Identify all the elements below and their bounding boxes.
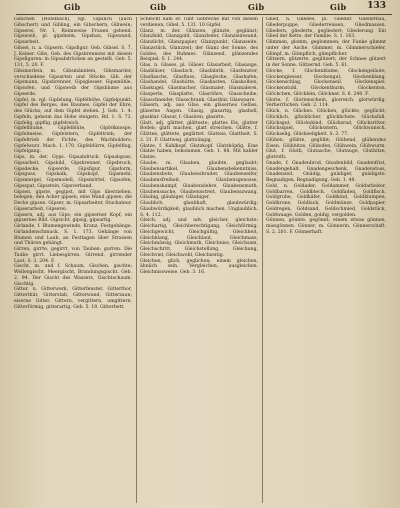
entry-paragraph: Gold, n. Goldader, Goldammer, Goldarbeiter, Goldbarren, Goldblech, Goldfaden, Goldfisch, Goldgrube, Goldkäfer, Goldkind, Goldklumpen, Goldkrone, Goldlack, Goldmünze, Goldpapier, Goldregen, Goldsand, Goldschmied, Goldstück, Goldwaage. Golden, goldig, vergolden. (266, 183, 386, 218)
entry-paragraph: Glocke, f. Glockenblume, Glockengeläute, Glockengiesser, Glockengut, Glockenklang, Glockenschlag, Glockenseil, Glockenspiel, Glockenstuhl, Glockenthurm, Glockenton. Glöckchen, Glöcklein, Glöckner. S. 6. 240. F. (266, 68, 386, 97)
entry-paragraph: Gibsmerlein, m. Gibsmännlein, Gibsmarder, verschiedene Gipsarten und Stücke. Gib. der Gipsmann, Gipsbrenner, Gipsgiesser, Gipsmühle, Gipsofen, und Gipsweib der Gipsblume aus Gipserde. (14, 68, 132, 97)
entry-paragraph: Glied, n. Gliedes, pl. Glieder. Gliederbau, Gliederpuppe, Gliederreissen, Gliedmassen. Gliedern, gliederte, gegliedert; Gliederung. Ein Glied der Kette, der Familie. S. 1. 163. (266, 17, 386, 40)
entry-paragraph: Gitter, n. Gitterwerk, Gitterfenster, Gitterthor, Gitterthür, Gitterstab, Gitterwand, Gitterzaun; eiserne Gitter. Gittern, vergittern, umgittern. Gitterförmig, gitterartig. Geb. 5. 18. Gitterbett. (14, 287, 132, 310)
entry-paragraph: Glatze, f. Kahlkopf, Glatzkopf. Glatzköpfig. Eine Glatze haben, bekommen. Geb. 1. 88. Mit kahler Glatze. (140, 143, 258, 160)
entry-paragraph: Glaublich, glaubhaft, glaubwürdig; Glaubwürdigkeit; glaublich machen. Unglaublich. S. 4. 112. (140, 201, 258, 218)
text-column-1 (14, 17, 132, 505)
entry-paragraph: Glimmen, glomm, geglommen; der Funke glimmt unter der Asche. Glimmer, m. Glimmerschiefer. Glimpf, m. Glimpflich, glimpflicher. (266, 40, 386, 57)
entry-paragraph: Gipfel, m. vgl. Gipfelung. Gipfelhöhe, Gipfelpunkt. Gipfel des Berges, des Baumes, Gipfel der Ehre, des Glücks; auf dem Gipfel stehen. J. Geb. 1. 4. Gipfeln, geheim das Hohe steigern. Bd. 1. S. 73. Gipfelig, gipflig, gipfelreich. (14, 97, 132, 126)
entry-paragraph: Glatt, adj. glätter, glätteste; glattes Eis, glatter Boden; glatt machen, glatt streichen. Glätte, f. Glätten, glättete, geglättet. Glatteis, Glattheit. S. 2. 31. F. Glattweg, glattzüngig. (140, 120, 258, 143)
entry-paragraph: Girlande, f. Blumengewinde, Kranz, Festgehänge. Girlandenschmuck. S. 1. 173. Gehänge von Blumen und Laub, an Festtagen über Strassen und Thüren gehängt. (14, 224, 132, 247)
entry-paragraph: Girren, girrte, gegirrt, von Tauben: gurren. Die Taube girrt. Liebesgirren. Girrend, girrender Laut. S. 3. 204. F. (14, 247, 132, 264)
entry-paragraph: Gipfelblume, Gipfelblüte, Gipfelknospe, Gipfelmeise, Gipfelstern, Gipfeltrieb; der Gipfeltrieb der Fichte, des Wachholders; Gipfelwurz. Mach. 1. 170. Gipfeldürre, Gipfelflug, Gipfelgang. (14, 126, 132, 155)
page-number: 133 (367, 1, 386, 11)
text-column-3 (266, 17, 386, 505)
running-head-right: Gib (330, 2, 347, 12)
running-head-mid-left: Gib (150, 2, 167, 12)
entry-paragraph: Glitzern, glitzerte, geglitzert; der Schnee glitzert in der Sonne. Glitzernd. Geb. 5. 61. (266, 57, 386, 68)
entry-paragraph: Glas, n. Glases, pl. Gläser. Glasarbeit, Glasauge, Glasbläser, Glasdach, Glasfabrik, Glasfenster, Glasflasche, Glasfluss, Glasglocke, Glashafen, Glashandel, Glashütte, Glaskasten, Glaskolben, Glaskugel, Glasmacher, Glasmaler, Glasmalerei, Glasperle, Glasplatte, Glasröhre, Glasscheibe, Glasschneider, Glasschrank, Glasthür, Glaswaare. (140, 63, 258, 103)
entry-paragraph: Gleichen, glich, geglichen; einem gleichen, ähnlich sein. Vergleichen, ausgleichen. Gleichnissweise. Geb. 3. 16. (140, 258, 258, 275)
entry-paragraph: Schlecht kam er. Gibt Gebreche mit von diesen verdienen, Gibel, 5. 131. 10 Gipfel. (140, 17, 258, 28)
entry-paragraph: Glühen, glühte, geglüht; Glühend, glühendes Eisen. Glühhitze, Glühofen, Glühwein, Glühwurm. Glut, f. Gluth, Glutasche, Glutauge, Gluthitze, glutroth. (266, 137, 386, 160)
entry-paragraph: Gibichen (Hohdbach), vgl. Gipslich (auch Gibschert) und Gibling, ein Gibschern, Gibwein; Gipserei, Nr. 1, Reimweise Frauen gebend. Gipsweib, pl. gipsheim, Gipsbau, Gipswand, Gipsarbeit. (14, 17, 132, 45)
entry-paragraph: Glaube, m. Glauben, glaubte, geglaubt; Glaubensartikel, Glaubensbekenntniss, Glaubensbote, Glaubensbruder, Glaubenseifer, Glaubensfreiheit, Glaubensgenosse, Glaubenskampf, Glaubenslehre, Glaubensmuth, Glaubenssache, Glaubensstreit, Glaubenszwang. Gläubig, gläubiger, Gläubiger. (140, 160, 258, 201)
text-column-2 (140, 17, 258, 505)
entry-paragraph: Glorie, f. Glorienschein, glorreich, glorwürdig. Verherrlichen. Geb. 2. 114. (266, 97, 386, 109)
entry-paragraph: Gipsern, adj. aus Gips; ein gipserner Kopf, ein gipsernes Bild. Gipsicht, gipsig, gipsartig. (14, 212, 132, 224)
column-divider (136, 17, 137, 503)
header-rule (16, 14, 392, 15)
entry-paragraph: Gischt, m. und f. Schaum, Gischen, gischte; Wellengischt, Meergischt, Brandungsgischt. Geb. 2. 94. Der Gischt des Wassers, Gischtschaum. Gischtig. (14, 264, 132, 287)
entry-paragraph: Gnade, f. Gnadenbrod, Gnadenbild, Gnadenfrist, Gnadengehalt, Gnadengeschenk, Gnadenstoss, Gnadenzeit. Gnädig, gnädiger, gnädigste. Begnadigen, Begnadigung. Geb. 1. 48. (266, 160, 386, 183)
entry-paragraph: Gips, m. der, Gyps. Gipsabdruck, Gipsabguss, Gipsarbeit, Gipsbild, Gipsbrenner, Gipsbruch, Gipsdecke, Gipserde, Gipsfigur, Gipsform, Gipsguss, Gipskalk, Gipskopf, Gipsmehl, Gipsmergel, Gipsmodell, Gipsmörtel, Gipsofen, Gipsspat, Gipsstein, Gipsverband. (14, 155, 132, 189)
entry-paragraph: Gönnen, gönnte, gegönnt; einem etwas gönnen, missgönnen. Gönner, m. Gönnerin, Gönnerschaft. S. 2. 201. F. Gönnerhaft. (266, 218, 386, 235)
entry-paragraph: Gleich, adj. und adv. gleicher, gleichste; Gleichartig, Gleichberechtigung, Gleichförmig, Gleichgewicht, Gleichgültig, Gleichheit, Gleichklang, Gleichlaut, Gleichmass, Gleichmässig, Gleichmuth, Gleichniss, Gleichsam, Gleichschritt, Gleichstellung, Gleichung, Gleichviel, Gleichwohl, Gleichzeitig. (140, 218, 258, 258)
page-header (0, 0, 400, 16)
entry-paragraph: Glanz, m. der. Glänzen, glänzte, geglänzt; Glanzbild, Glanzgold, Glanzleder, Glanzleinwand, Glanzlicht, Glanzpapier, Glanzpunkt, Glanzseite, Glanzstück, Glanzzeit; der Glanz der Sonne, des Goldes, des Ruhmes. Glänzend, glänzendes Beispiel. S. 1. 244. (140, 28, 258, 63)
entry-paragraph: Gläsern, adj. aus Glas; ein gläsernes Gefäss, gläserne Augen. Glasig, glasartig, glashell, glasklar. Glasur, f. Glasiren, glasirte. (140, 103, 258, 120)
entry-paragraph: Glück, n. Glückes. Glücken, glückte, geglückt; Glücklich, glücklicher, glücklichste. Glücksfall, Glücksgut, Glückskind, Glücksrad, Glücksritter, Glücksspiel, Glücksstern, Glückwunsch. Glückselig, Glückseligkeit. S. 3. 77. (266, 109, 386, 137)
entry-paragraph: Gipsen, gipste, gegipst, mit Gips überziehen, belegen; den Acker gipsen; eine Wand gipsen; die Decke gipsen. Gipser, m. Gipsarbeiter, Stuckateur. Gipserarbeit, Gipserei. (14, 189, 132, 212)
running-head-mid-right: Gib (248, 2, 265, 12)
running-head-left: Gib (64, 2, 81, 12)
column-divider (262, 17, 263, 503)
entry-paragraph: Gibsel, n. a. Gipsern. Gipsfigur, Geb. Gibsel. S. 7. J. Keiner. Gibs, Geb. des Gipsbrennens mit diesen Gipsfiguren: in Gipsabdrücken an gestellt. Geb. 5. 131, 5. 20. F. (14, 45, 132, 68)
